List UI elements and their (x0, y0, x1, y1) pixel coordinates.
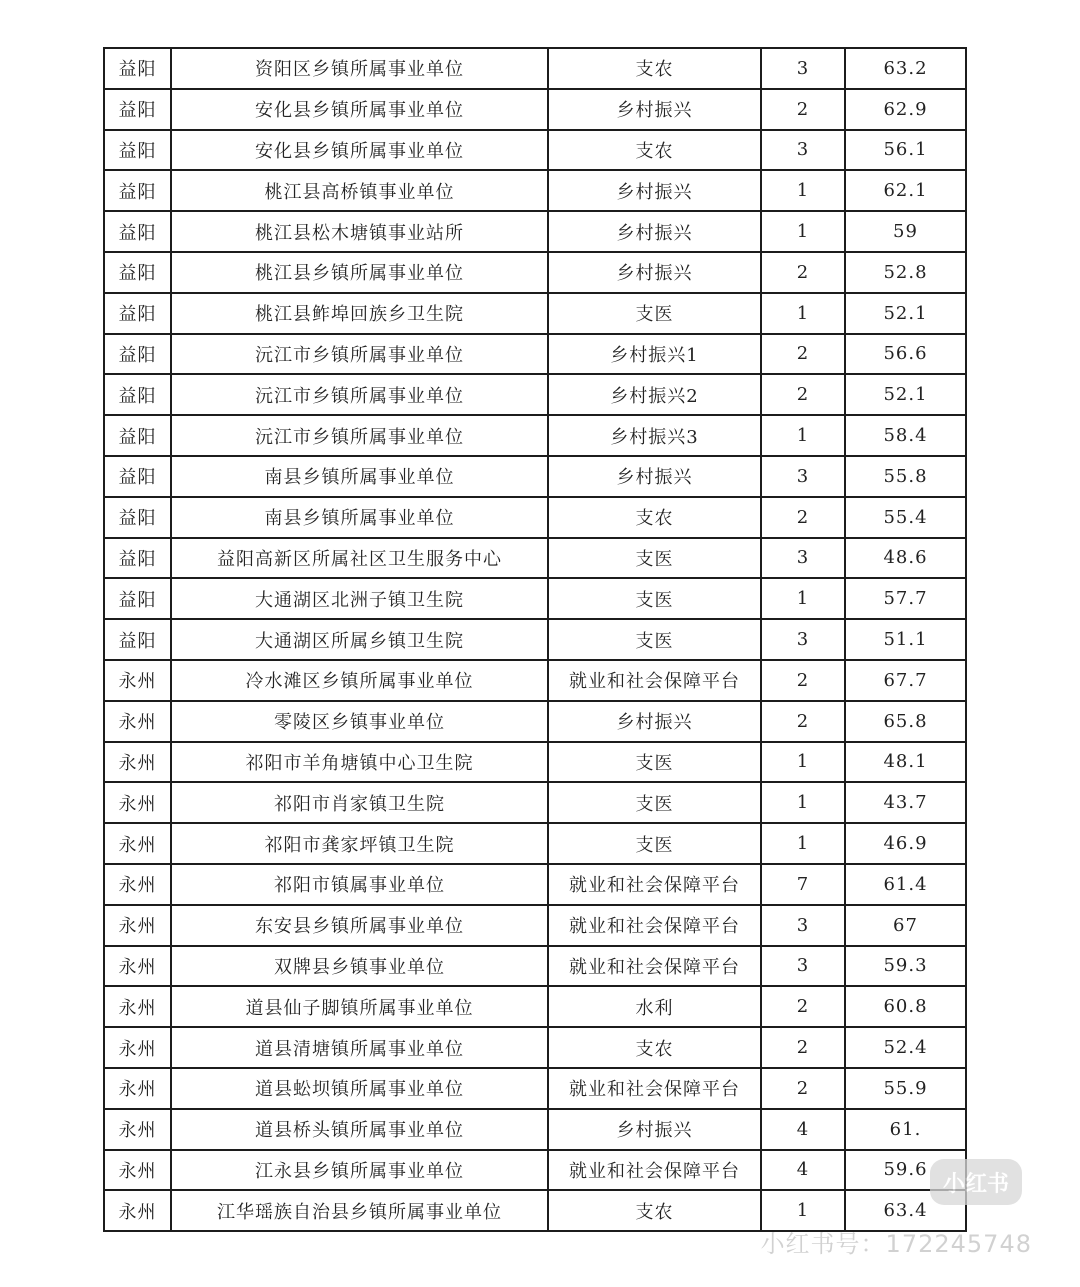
table-row (104, 660, 966, 701)
score-cell: 55.8 (845, 456, 966, 497)
quota-cell: 1 (761, 578, 845, 619)
quota-cell: 2 (761, 986, 845, 1027)
unit-cell: 祁阳市羊角塘镇中心卫生院 (171, 742, 548, 783)
score-cell: 61.4 (845, 864, 966, 905)
post-cell: 乡村振兴 (548, 211, 761, 252)
score-table-body (104, 48, 966, 1231)
score-cell: 52.1 (845, 374, 966, 415)
unit-cell: 祁阳市龚家坪镇卫生院 (171, 823, 548, 864)
unit-cell: 东安县乡镇所属事业单位 (171, 905, 548, 946)
city-cell: 永州 (104, 905, 171, 946)
unit-cell: 桃江县乡镇所属事业单位 (171, 252, 548, 293)
quota-cell: 2 (761, 374, 845, 415)
table-row (104, 456, 966, 497)
score-cell: 43.7 (845, 782, 966, 823)
unit-cell: 安化县乡镇所属事业单位 (171, 130, 548, 171)
score-cell: 56.6 (845, 334, 966, 375)
quota-cell: 2 (761, 701, 845, 742)
post-cell: 乡村振兴2 (548, 374, 761, 415)
quota-cell: 3 (761, 905, 845, 946)
score-cell: 46.9 (845, 823, 966, 864)
city-cell: 永州 (104, 864, 171, 905)
city-cell: 益阳 (104, 293, 171, 334)
quota-cell: 4 (761, 1109, 845, 1150)
quota-cell: 3 (761, 48, 845, 89)
post-cell: 乡村振兴3 (548, 415, 761, 456)
city-cell: 永州 (104, 782, 171, 823)
post-cell: 支医 (548, 538, 761, 579)
table-row (104, 293, 966, 334)
city-cell: 永州 (104, 1109, 171, 1150)
score-cell: 65.8 (845, 701, 966, 742)
unit-cell: 道县桥头镇所属事业单位 (171, 1109, 548, 1150)
score-cell: 59.3 (845, 946, 966, 987)
score-cell: 67 (845, 905, 966, 946)
city-cell: 益阳 (104, 374, 171, 415)
score-cell: 51.1 (845, 619, 966, 660)
score-cell: 60.8 (845, 986, 966, 1027)
unit-cell: 江华瑶族自治县乡镇所属事业单位 (171, 1190, 548, 1231)
post-cell: 就业和社会保障平台 (548, 905, 761, 946)
score-cell: 48.1 (845, 742, 966, 783)
post-cell: 乡村振兴 (548, 456, 761, 497)
post-cell: 乡村振兴1 (548, 334, 761, 375)
post-cell: 支农 (548, 497, 761, 538)
unit-cell: 南县乡镇所属事业单位 (171, 456, 548, 497)
city-cell: 益阳 (104, 619, 171, 660)
score-cell: 48.6 (845, 538, 966, 579)
table-row (104, 782, 966, 823)
quota-cell: 3 (761, 456, 845, 497)
city-cell: 益阳 (104, 252, 171, 293)
post-cell: 乡村振兴 (548, 89, 761, 130)
unit-cell: 大通湖区北洲子镇卫生院 (171, 578, 548, 619)
watermark (761, 1224, 1032, 1259)
score-cell: 63.4 (845, 1190, 966, 1231)
unit-cell: 桃江县松木塘镇事业站所 (171, 211, 548, 252)
score-cell: 55.9 (845, 1068, 966, 1109)
score-table (103, 47, 967, 1232)
post-cell: 乡村振兴 (548, 252, 761, 293)
post-cell: 乡村振兴 (548, 701, 761, 742)
score-cell: 61. (845, 1109, 966, 1150)
city-cell: 永州 (104, 1068, 171, 1109)
unit-cell: 桃江县鲊埠回族乡卫生院 (171, 293, 548, 334)
unit-cell: 南县乡镇所属事业单位 (171, 497, 548, 538)
post-cell: 就业和社会保障平台 (548, 660, 761, 701)
post-cell: 支农 (548, 1027, 761, 1068)
quota-cell: 1 (761, 782, 845, 823)
score-cell: 52.1 (845, 293, 966, 334)
unit-cell: 双牌县乡镇事业单位 (171, 946, 548, 987)
watermark-id-text: 小红书号：172245748 (760, 1230, 1032, 1258)
score-cell: 52.8 (845, 252, 966, 293)
table-row (104, 823, 966, 864)
unit-cell: 安化县乡镇所属事业单位 (171, 89, 548, 130)
table-row (104, 497, 966, 538)
score-cell: 63.2 (845, 48, 966, 89)
unit-cell: 冷水滩区乡镇所属事业单位 (171, 660, 548, 701)
post-cell: 支农 (548, 130, 761, 171)
score-cell: 55.4 (845, 497, 966, 538)
table-row (104, 48, 966, 89)
table-row (104, 415, 966, 456)
post-cell: 支农 (548, 1190, 761, 1231)
table-row (104, 578, 966, 619)
post-cell: 支医 (548, 293, 761, 334)
quota-cell: 3 (761, 130, 845, 171)
unit-cell: 道县蚣坝镇所属事业单位 (171, 1068, 548, 1109)
quota-cell: 1 (761, 293, 845, 334)
quota-cell: 1 (761, 170, 845, 211)
city-cell: 永州 (104, 1190, 171, 1231)
city-cell: 永州 (104, 1150, 171, 1191)
table-row (104, 905, 966, 946)
table-row (104, 701, 966, 742)
unit-cell: 沅江市乡镇所属事业单位 (171, 334, 548, 375)
quota-cell: 1 (761, 1190, 845, 1231)
post-cell: 乡村振兴 (548, 170, 761, 211)
quota-cell: 4 (761, 1150, 845, 1191)
unit-cell: 祁阳市肖家镇卫生院 (171, 782, 548, 823)
unit-cell: 道县清塘镇所属事业单位 (171, 1027, 548, 1068)
score-cell: 67.7 (845, 660, 966, 701)
unit-cell: 零陵区乡镇事业单位 (171, 701, 548, 742)
quota-cell: 2 (761, 1068, 845, 1109)
table-row (104, 211, 966, 252)
city-cell: 永州 (104, 823, 171, 864)
city-cell: 益阳 (104, 456, 171, 497)
city-cell: 益阳 (104, 334, 171, 375)
table-row (104, 374, 966, 415)
city-cell: 永州 (104, 946, 171, 987)
table-row (104, 1027, 966, 1068)
quota-cell: 3 (761, 946, 845, 987)
score-table-sheet (103, 47, 967, 1232)
quota-cell: 2 (761, 252, 845, 293)
post-cell: 支医 (548, 782, 761, 823)
city-cell: 永州 (104, 1027, 171, 1068)
table-row (104, 946, 966, 987)
unit-cell: 沅江市乡镇所属事业单位 (171, 374, 548, 415)
city-cell: 益阳 (104, 415, 171, 456)
post-cell: 乡村振兴 (548, 1109, 761, 1150)
quota-cell: 2 (761, 89, 845, 130)
quota-cell: 2 (761, 334, 845, 375)
table-row (104, 130, 966, 171)
score-cell: 62.9 (845, 89, 966, 130)
score-cell: 58.4 (845, 415, 966, 456)
quota-cell: 1 (761, 415, 845, 456)
unit-cell: 祁阳市镇属事业单位 (171, 864, 548, 905)
quota-cell: 1 (761, 823, 845, 864)
city-cell: 益阳 (104, 211, 171, 252)
table-row (104, 986, 966, 1027)
unit-cell: 道县仙子脚镇所属事业单位 (171, 986, 548, 1027)
post-cell: 就业和社会保障平台 (548, 1068, 761, 1109)
unit-cell: 益阳高新区所属社区卫生服务中心 (171, 538, 548, 579)
quota-cell: 2 (761, 497, 845, 538)
city-cell: 永州 (104, 701, 171, 742)
table-row (104, 170, 966, 211)
watermark-logo (930, 1159, 1022, 1205)
city-cell: 益阳 (104, 497, 171, 538)
post-cell: 就业和社会保障平台 (548, 1150, 761, 1191)
quota-cell: 3 (761, 619, 845, 660)
score-cell: 57.7 (845, 578, 966, 619)
table-row (104, 252, 966, 293)
post-cell: 支医 (548, 823, 761, 864)
quota-cell: 7 (761, 864, 845, 905)
post-cell: 支医 (548, 578, 761, 619)
table-row (104, 1150, 966, 1191)
quota-cell: 1 (761, 211, 845, 252)
table-row (104, 864, 966, 905)
city-cell: 益阳 (104, 170, 171, 211)
city-cell: 益阳 (104, 89, 171, 130)
city-cell: 益阳 (104, 578, 171, 619)
quota-cell: 2 (761, 660, 845, 701)
post-cell: 支农 (548, 48, 761, 89)
city-cell: 益阳 (104, 130, 171, 171)
score-cell: 59.6 (845, 1150, 966, 1191)
table-row (104, 334, 966, 375)
table-row (104, 1068, 966, 1109)
post-cell: 支医 (548, 619, 761, 660)
score-cell: 56.1 (845, 130, 966, 171)
unit-cell: 资阳区乡镇所属事业单位 (171, 48, 548, 89)
table-row (104, 619, 966, 660)
unit-cell: 沅江市乡镇所属事业单位 (171, 415, 548, 456)
unit-cell: 大通湖区所属乡镇卫生院 (171, 619, 548, 660)
city-cell: 永州 (104, 742, 171, 783)
post-cell: 水利 (548, 986, 761, 1027)
unit-cell: 江永县乡镇所属事业单位 (171, 1150, 548, 1191)
post-cell: 就业和社会保障平台 (548, 864, 761, 905)
table-row (104, 742, 966, 783)
quota-cell: 3 (761, 538, 845, 579)
score-cell: 62.1 (845, 170, 966, 211)
city-cell: 永州 (104, 986, 171, 1027)
quota-cell: 1 (761, 742, 845, 783)
city-cell: 益阳 (104, 48, 171, 89)
table-row (104, 1109, 966, 1150)
quota-cell: 2 (761, 1027, 845, 1068)
unit-cell: 桃江县高桥镇事业单位 (171, 170, 548, 211)
score-cell: 59 (845, 211, 966, 252)
city-cell: 永州 (104, 660, 171, 701)
post-cell: 就业和社会保障平台 (548, 946, 761, 987)
table-row (104, 89, 966, 130)
table-row (104, 538, 966, 579)
city-cell: 益阳 (104, 538, 171, 579)
score-cell: 52.4 (845, 1027, 966, 1068)
post-cell: 支医 (548, 742, 761, 783)
watermark-logo-text: 小红书 (942, 1171, 1009, 1197)
